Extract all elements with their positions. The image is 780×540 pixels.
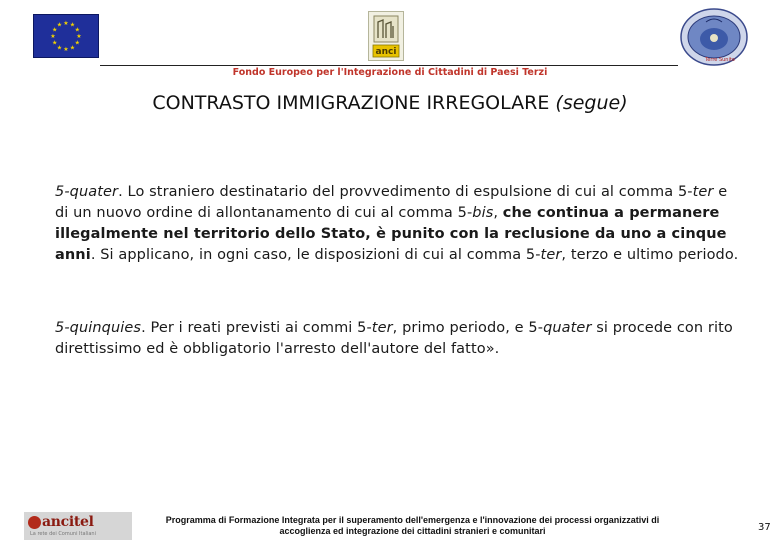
star-icon: ★ (63, 20, 69, 27)
text-run: . Lo straniero destinatario del provvedimento di espulsione di cui al comma 5- (118, 184, 693, 200)
emblem-logo-icon (680, 8, 748, 66)
slide-title-suffix: (segue) (555, 92, 628, 114)
star-icon: ★ (50, 33, 56, 40)
star-icon: ★ (56, 44, 63, 52)
footer-program-line2: accoglienza ed integrazione dei cittadini stranieri e comunitari (279, 526, 546, 536)
eu-flag-icon (33, 14, 99, 58)
page-number: 37 (758, 522, 771, 533)
star-icon: ★ (74, 39, 80, 47)
ancitel-logo-text: ancitel (42, 514, 94, 530)
fund-title: Fondo Europeo per l'Integrazione di Cittadini di Paesi Terzi (232, 67, 548, 78)
star-icon: ★ (74, 26, 80, 34)
anci-logo-icon (368, 11, 404, 61)
ancitel-tagline: La rete dei Comuni Italiani (30, 531, 96, 537)
text-run: . Si applicano, in ogni caso, le disposizioni di cui al comma 5- (90, 247, 541, 263)
text-run: che continua a permanere illegalmente nel territorio dello Stato, è punito con la reclusione da uno a cinque anni (55, 205, 727, 263)
text-run: . Per i reati previsti ai commi 5- (141, 320, 372, 336)
text-run: 5-quater (55, 184, 119, 200)
ancitel-mark-icon (28, 516, 41, 529)
slide-title (0, 92, 780, 114)
paragraph-5-quater (55, 182, 745, 266)
text-run: bis (472, 205, 494, 221)
footer-program-line1: Programma di Formazione Integrata per il superamento dell'emergenza e l'innovazione dei processi organizzativi di (165, 515, 660, 525)
ancitel-logo (24, 512, 132, 540)
header-divider (100, 65, 678, 66)
text-run: , terzo e ultimo periodo. (561, 247, 739, 263)
text-run: e di un nuovo ordine di allontanamento di cui al comma 5- (55, 184, 728, 221)
star-icon: ★ (52, 39, 58, 47)
text-run: , (493, 205, 503, 221)
star-icon: ★ (76, 33, 82, 40)
text-run: quater (543, 320, 592, 336)
text-run: ter (692, 184, 714, 200)
slide-title-main: CONTRASTO IMMIGRAZIONE IRREGOLARE (152, 92, 550, 114)
star-icon: ★ (52, 26, 58, 34)
star-icon: ★ (56, 21, 63, 29)
paragraph-5-quinquies (55, 318, 745, 360)
eu-stars (34, 15, 98, 57)
star-icon: ★ (69, 21, 76, 29)
text-run: ter (371, 320, 393, 336)
star-icon: ★ (69, 44, 76, 52)
star-icon: ★ (63, 46, 69, 53)
footer-program-text (135, 515, 690, 537)
emblem-logo-text: Terre Sunite (705, 57, 735, 63)
anci-logo-text: anci (375, 47, 397, 57)
text-run: ter (540, 247, 562, 263)
text-run: si procede con rito direttissimo ed è obbligatorio l'arresto dell'autore del fatto». (55, 320, 733, 357)
text-run: 5-quinquies (55, 320, 142, 336)
text-run: , primo periodo, e 5- (392, 320, 544, 336)
